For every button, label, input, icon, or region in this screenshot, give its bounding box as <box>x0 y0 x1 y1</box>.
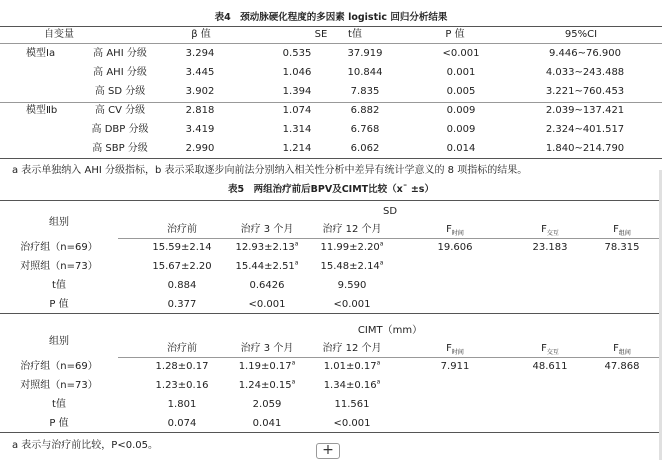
table4-cell: 高 AHI 分级 <box>93 67 147 78</box>
table4-cell: 0.014 <box>446 143 476 154</box>
table4-cell: 6.768 <box>350 124 380 135</box>
table5-f-header <box>420 224 490 236</box>
table5-f-value: 19.606 <box>437 242 473 253</box>
cell-value: 15.44±2.51 <box>235 261 295 272</box>
table5-row-label: t值 <box>52 280 66 291</box>
table5-cell <box>222 242 312 254</box>
table4-cell: 3.294 <box>185 48 215 59</box>
table4-cell: 37.919 <box>347 48 383 59</box>
table4-note: a 表示单独纳入 AHI 分级指标，b 表示采取逐步向前法分别纳入相关性分析中差异有统计学意义的 8 项指标的结果。 <box>12 165 528 176</box>
table5-row-label: 治疗组（n=69） <box>20 242 98 253</box>
table4-cell: 高 SBP 分级 <box>92 143 148 154</box>
table5-row-label: P 值 <box>49 418 69 429</box>
table5-col-header: 治疗 12 个月 <box>322 343 382 354</box>
table4-cell: 2.039~137.421 <box>545 105 625 116</box>
table5-block-title: SD <box>382 206 398 217</box>
table5-cell <box>222 418 312 430</box>
table5-cell <box>307 361 397 373</box>
cell-value: <0.001 <box>333 418 371 429</box>
table5-cell <box>307 280 397 292</box>
table5-col-header: 治疗 3 个月 <box>240 224 294 235</box>
table5-group-header: 组别 <box>49 336 69 347</box>
table5-mid-rule <box>0 313 662 314</box>
significance-marker: a <box>294 259 299 267</box>
table5-block-title: CIMT（mm） <box>357 325 423 336</box>
table4-cell: 7.835 <box>350 86 380 97</box>
table5-f-value: 78.315 <box>604 242 640 253</box>
table4-cell: 4.033~243.488 <box>545 67 625 78</box>
cell-value: <0.001 <box>333 299 371 310</box>
significance-marker: a <box>294 240 299 248</box>
table5-cell <box>137 242 227 254</box>
table4-cell: 1.314 <box>282 124 312 135</box>
table5-row-label: t值 <box>52 399 66 410</box>
cell-value: <0.001 <box>248 299 286 310</box>
table4-cell: 6.882 <box>350 105 380 116</box>
table5-row-label: 对照组（n=73） <box>20 380 98 391</box>
table4-cell: 6.062 <box>350 143 380 154</box>
table5-cell <box>222 261 312 273</box>
cell-value: 15.48±2.14 <box>320 261 380 272</box>
f-label-subscript: 组间 <box>618 230 631 237</box>
table5-cell <box>307 418 397 430</box>
cell-value: 12.93±2.13 <box>235 242 295 253</box>
significance-marker: a <box>376 359 381 367</box>
table5-f-value: 23.183 <box>532 242 568 253</box>
table5-cell <box>137 280 227 292</box>
table4-cell: 高 CV 分级 <box>94 105 146 116</box>
cell-value: 1.801 <box>167 399 197 410</box>
table4-cell: 1.840~214.790 <box>545 143 625 154</box>
table5-cell <box>137 418 227 430</box>
table5-row-label: 对照组（n=73） <box>20 261 98 272</box>
f-label-subscript: 交互 <box>546 230 559 237</box>
table4-cell: 1.394 <box>282 86 312 97</box>
table4-cell: 1.214 <box>282 143 312 154</box>
table4-header-cell: β 值 <box>191 29 211 40</box>
f-label-subscript: 时间 <box>451 230 464 237</box>
cell-value: 11.99±2.20 <box>320 242 380 253</box>
significance-marker: a <box>291 378 296 386</box>
table5-cell <box>222 380 312 392</box>
table5-col-header: 治疗前 <box>167 343 197 354</box>
table5-cell <box>137 261 227 273</box>
table5-cell <box>307 242 397 254</box>
table5-cell <box>222 399 312 411</box>
table4-cell: 10.844 <box>347 67 383 78</box>
f-label-base: F <box>541 343 547 354</box>
cell-value: 1.24±0.15 <box>238 380 292 391</box>
table4-cell: 0.009 <box>446 124 476 135</box>
cell-value: 9.590 <box>337 280 367 291</box>
table4-header-cell: 自变量 <box>44 29 74 40</box>
table5-cell <box>137 361 227 373</box>
significance-marker: a <box>291 359 296 367</box>
significance-marker: a <box>376 378 381 386</box>
table4-cell: 0.535 <box>282 48 312 59</box>
cell-value: 0.6426 <box>249 280 285 291</box>
table5-f-value: 48.611 <box>532 361 568 372</box>
table4-cell: 3.445 <box>185 67 215 78</box>
cell-value: 1.28±0.17 <box>155 361 209 372</box>
cell-value: 0.074 <box>167 418 197 429</box>
table5-f-value: 7.911 <box>440 361 470 372</box>
table4-caption: 表4 颈动脉硬化程度的多因素 logistic 回归分析结果 <box>214 12 448 23</box>
cell-value: 1.19±0.17 <box>238 361 292 372</box>
table4-header-rule <box>0 43 662 44</box>
significance-marker: a <box>379 240 384 248</box>
f-label-base: F <box>541 224 547 235</box>
table5-col-header: 治疗前 <box>167 224 197 235</box>
table5-caption: 表5 两组治疗前后BPV及CIMT比较（x¯ ±s） <box>228 184 434 195</box>
cell-value: 15.67±2.20 <box>152 261 212 272</box>
table5-col-header: 治疗 12 个月 <box>322 224 382 235</box>
table4-header-cell: P 值 <box>445 29 465 40</box>
f-label-base: F <box>613 343 619 354</box>
table4-cell: 3.902 <box>185 86 215 97</box>
table5-f-header <box>515 224 585 236</box>
table4-bottom-rule <box>0 158 662 159</box>
table5-f-value: 47.868 <box>604 361 640 372</box>
cell-value: 1.01±0.17 <box>323 361 377 372</box>
table4-cell: 2.990 <box>185 143 215 154</box>
table5-row-label: P 值 <box>49 299 69 310</box>
table5-col-header: 治疗 3 个月 <box>240 343 294 354</box>
table4-cell: 0.005 <box>446 86 476 97</box>
f-label-base: F <box>446 343 452 354</box>
table5-f-header <box>515 343 585 355</box>
cell-value: 15.59±2.14 <box>152 242 212 253</box>
cell-value: 0.041 <box>252 418 282 429</box>
table4-cell: 1.074 <box>282 105 312 116</box>
table4-cell: 1.046 <box>282 67 312 78</box>
cell-value: 0.884 <box>167 280 197 291</box>
table5-cell <box>222 280 312 292</box>
f-label-subscript: 组间 <box>618 349 631 356</box>
cell-value: 11.561 <box>334 399 370 410</box>
table5-cell <box>222 361 312 373</box>
zoom-in-button[interactable]: + <box>316 443 340 459</box>
table5-bottom-rule <box>0 432 662 433</box>
table4-top-rule <box>0 26 662 27</box>
table4-cell: 3.419 <box>185 124 215 135</box>
table4-cell: 0.001 <box>446 67 476 78</box>
table5-f-header <box>587 224 657 236</box>
table5-f-header <box>420 343 490 355</box>
table5-cell <box>137 299 227 311</box>
table5-cell <box>307 261 397 273</box>
table4-cell: 2.324~401.517 <box>545 124 625 135</box>
table4-cell: <0.001 <box>442 48 480 59</box>
table4-cell: 0.009 <box>446 105 476 116</box>
table5-top-rule <box>0 200 662 201</box>
table4-cell: 9.446~76.900 <box>549 48 621 59</box>
cell-value: 2.059 <box>252 399 282 410</box>
table5-cell <box>307 299 397 311</box>
table4-header-cell: 95%CI <box>564 29 598 40</box>
cell-value: 1.34±0.16 <box>323 380 377 391</box>
table5-row-label: 治疗组（n=69） <box>20 361 98 372</box>
table5-f-header <box>587 343 657 355</box>
f-label-base: F <box>446 224 452 235</box>
table5-cell <box>137 399 227 411</box>
table4-group-label: 模型Ⅱb <box>26 105 58 116</box>
table5-cimt-header-rule <box>118 357 662 358</box>
significance-marker: a <box>379 259 384 267</box>
table5-cell <box>307 399 397 411</box>
table4-cell: 高 DBP 分级 <box>91 124 149 135</box>
table5-sd-header-rule <box>118 238 662 239</box>
table5-note: a 表示与治疗前比较，P<0.05。 <box>12 440 158 451</box>
table4-header-cell: t值 <box>348 29 362 40</box>
table5-cell <box>222 299 312 311</box>
table4-cell: 高 AHI 分级 <box>93 48 147 59</box>
table4-header-cell: SE <box>314 29 328 40</box>
table4-group-label: 模型Ⅰa <box>26 48 56 59</box>
table5-cell <box>137 380 227 392</box>
table4-group-rule <box>0 102 662 103</box>
f-label-subscript: 交互 <box>546 349 559 356</box>
cell-value: 0.377 <box>167 299 197 310</box>
f-label-base: F <box>613 224 619 235</box>
table4-cell: 高 SD 分级 <box>94 86 146 97</box>
cell-value: 1.23±0.16 <box>155 380 209 391</box>
table4-cell: 2.818 <box>185 105 215 116</box>
table5-group-header: 组别 <box>49 217 69 228</box>
table4-cell: 3.221~760.453 <box>545 86 625 97</box>
f-label-subscript: 时间 <box>451 349 464 356</box>
table5-cell <box>307 380 397 392</box>
